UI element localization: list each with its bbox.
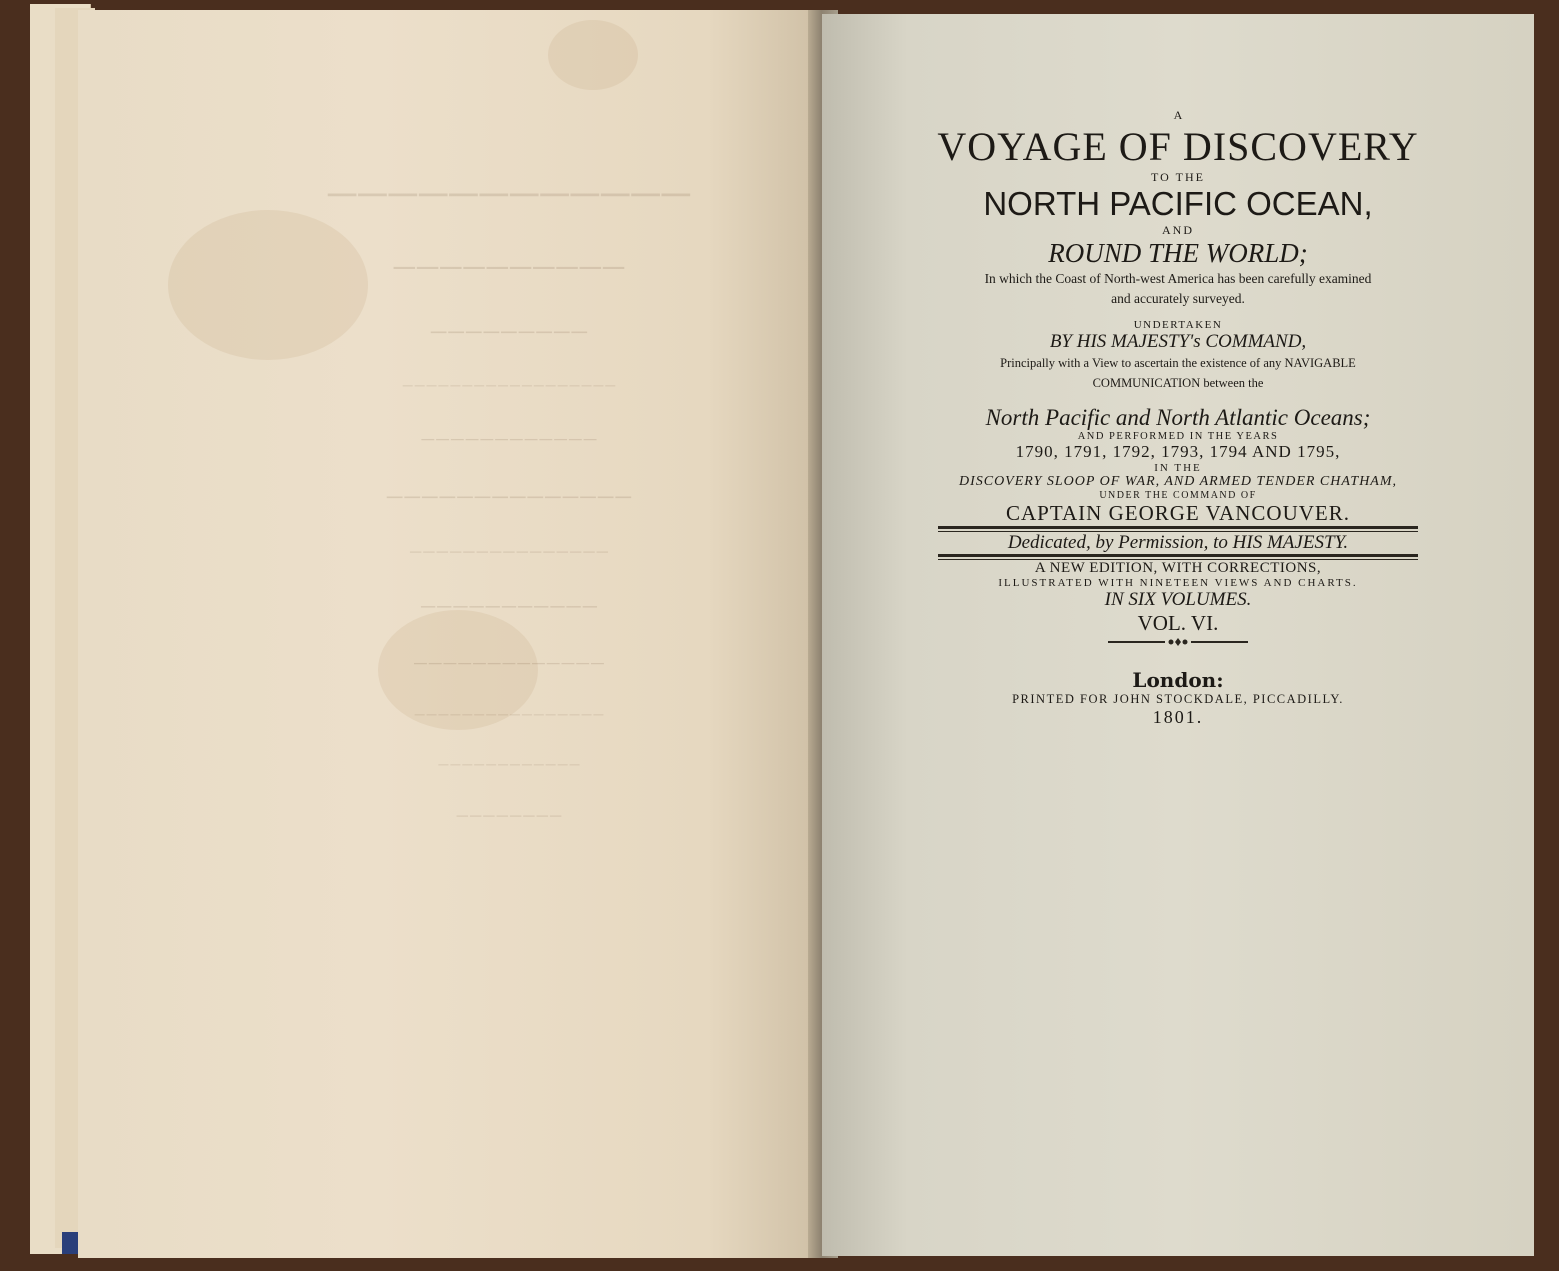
to-the-label: TO THE xyxy=(1151,170,1205,184)
subtitle xyxy=(838,269,1518,309)
main-title: VOYAGE OF DISCOVERY xyxy=(937,124,1419,169)
years-line: 1790, 1791, 1792, 1793, 1794 AND 1795, xyxy=(1015,442,1341,461)
edition-line: A NEW EDITION, WITH CORRECTIONS, xyxy=(1034,560,1322,576)
publication-year: 1801. xyxy=(1152,707,1204,727)
left-page xyxy=(78,10,818,1258)
ocean-title: NORTH PACIFIC OCEAN, xyxy=(983,185,1373,222)
oceans-line: North Pacific and North Atlantic Oceans; xyxy=(985,405,1371,430)
title-page-text xyxy=(838,108,1518,728)
and-label: AND xyxy=(1162,223,1194,237)
illustrated-line: ILLUSTRATED WITH NINETEEN VIEWS AND CHARTS. xyxy=(998,577,1358,589)
purpose-statement xyxy=(838,353,1518,393)
by-command-line: BY HIS MAJESTY's COMMAND, xyxy=(1049,331,1307,352)
title-article: A xyxy=(1173,108,1183,122)
ornament-divider xyxy=(1103,636,1253,648)
printer-line: PRINTED FOR JOHN STOCKDALE, PICCADILLY. xyxy=(1012,692,1344,706)
captain-name: CAPTAIN GEORGE VANCOUVER. xyxy=(1006,501,1350,525)
foxing-stain xyxy=(548,20,638,90)
round-the-world-title: ROUND THE WORLD; xyxy=(1048,238,1308,268)
in-the-label: IN THE xyxy=(1154,462,1202,474)
ships-line: DISCOVERY SLOOP OF WAR, AND ARMED TENDER CHATHAM, xyxy=(958,474,1398,489)
imprint-place: London: xyxy=(1132,668,1224,692)
dedication: Dedicated, by Permission, to HIS MAJESTY. xyxy=(1007,532,1349,553)
purpose-line: COMMUNICATION between the xyxy=(1092,376,1264,390)
undertaken-label: UNDERTAKEN xyxy=(1133,319,1223,331)
subtitle-line: In which the Coast of North-west America has been carefully examined xyxy=(984,271,1372,286)
performed-label: AND PERFORMED IN THE YEARS xyxy=(1077,431,1279,442)
volume-number: VOL. VI. xyxy=(1137,611,1219,635)
purpose-line: Principally with a View to ascertain the existence of any NAVIGABLE xyxy=(1000,356,1356,370)
subtitle-line: and accurately surveyed. xyxy=(1111,291,1245,306)
under-command-label: UNDER THE COMMAND OF xyxy=(1099,490,1257,501)
show-through-text: ──────────── ────────── ───────── ────────────────── ──────────── ────────────── ─────────────── ─────────── ───────────── ──────────────── ──────────── ──────── xyxy=(325,171,691,825)
volumes-line: IN SIX VOLUMES. xyxy=(1104,589,1252,610)
